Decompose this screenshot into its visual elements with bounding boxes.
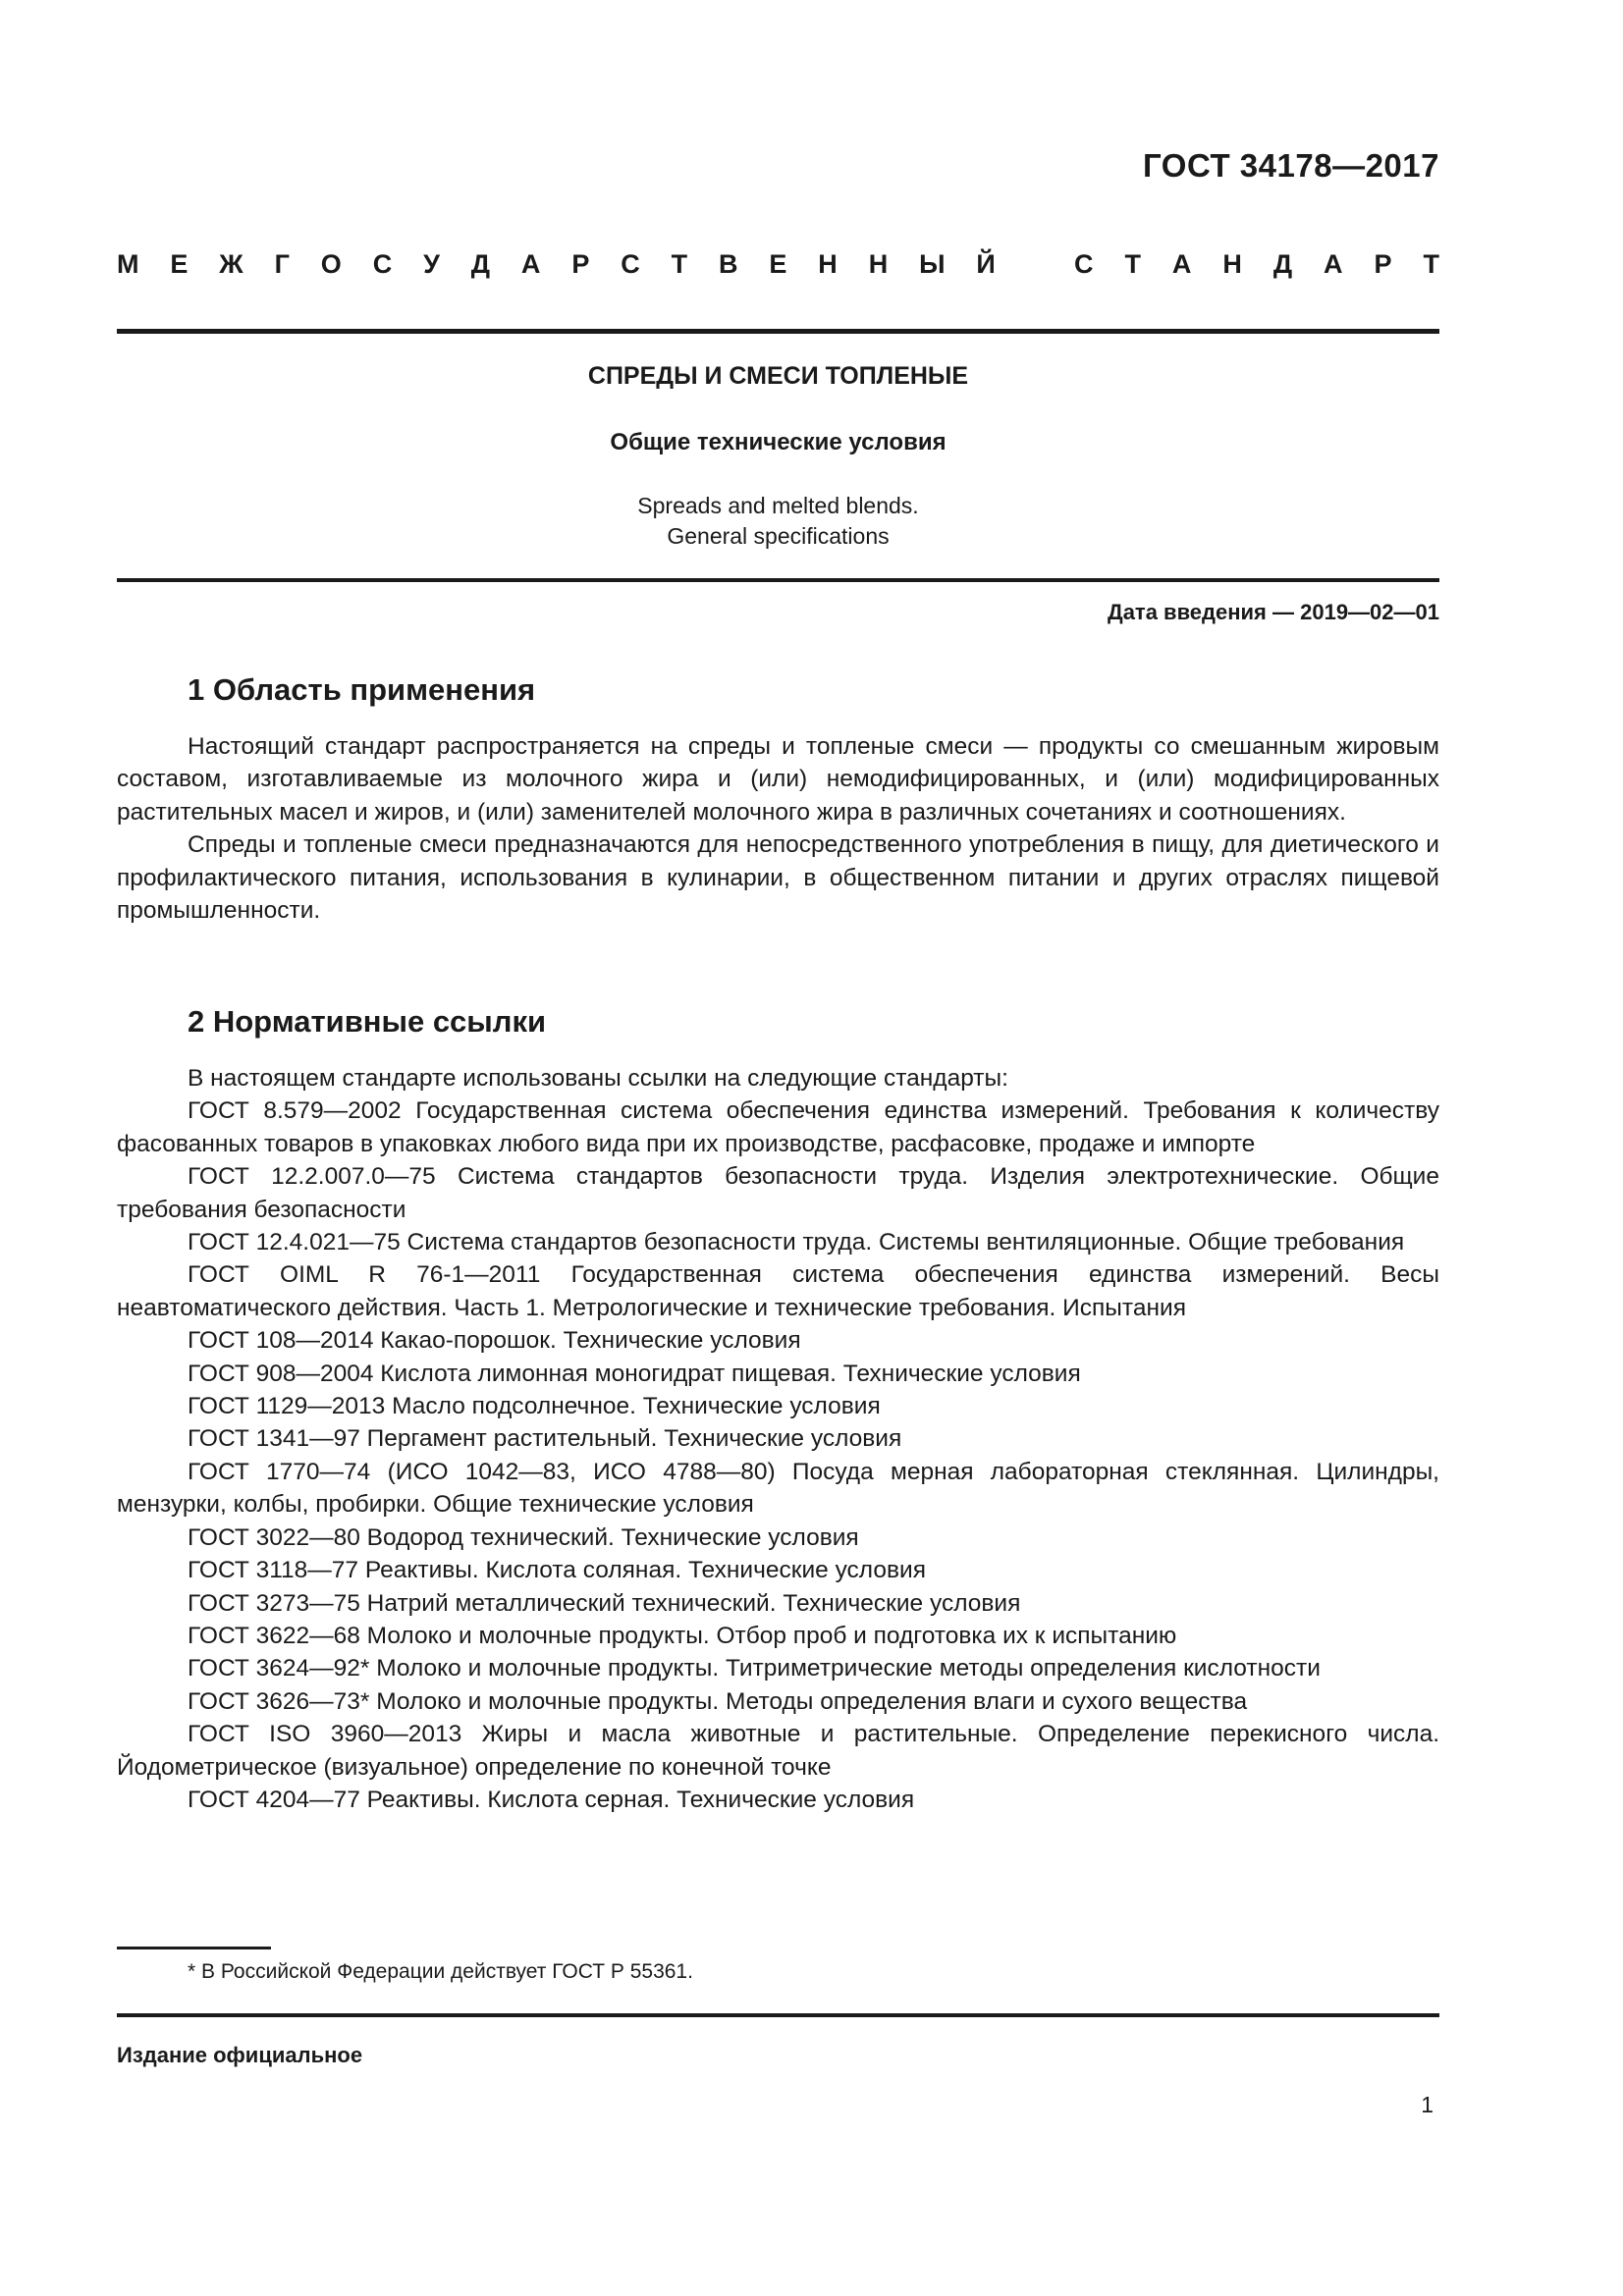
letter: О [320,249,342,279]
letter: Г [274,249,290,279]
letter: Р [1374,249,1392,279]
reference-item: ГОСТ 3273—75 Натрий металлический технический. Технические условия [188,1589,1021,1617]
reference-item: ГОСТ 3022—80 Водород технический. Технические условия [188,1523,859,1551]
letter: Д [470,249,491,279]
letter: А [1324,249,1343,279]
document-page [117,0,1439,2296]
paragraph: Спреды и топленые смеси предназначаются для непосредственного употребления в пищу, для диетического и профилактического питания, использования в кулинарии, в общественном питании и других отраслях пищевой промышленности. [117,831,1439,925]
reference-item: ГОСТ 1341—97 Пергамент растительный. Технические условия [188,1425,902,1453]
letter: Ы [919,249,946,279]
reference-item: ГОСТ 3622—68 Молоко и молочные продукты. Отбор проб и подготовка их к испытанию [188,1622,1177,1649]
footnote: * В Российской Федерации действует ГОСТ Р 55361. [188,1960,693,1983]
paragraph: В настоящем стандарте использованы ссылки на следующие стандарты: [188,1065,1008,1092]
footnote-divider [117,1947,271,1949]
reference-item: ГОСТ 8.579—2002 Государственная система обеспечения единства измерений. Требования к количеству фасованных товаров в упаковках любого вида при их производстве, расфасовке, продаже и импорте [117,1097,1439,1157]
letter: Т [1124,249,1141,279]
reference-item: ГОСТ OIML R 76-1—2011 Государственная система обеспечения единства измерений. Весы неавтоматического действия. Часть 1. Метрологические и технические требования. Испытания [117,1261,1439,1321]
document-title: СПРЕДЫ И СМЕСИ ТОПЛЕНЫЕ [587,362,969,390]
standard-type-line [117,249,1439,280]
letter: Т [1423,249,1439,279]
reference-item: ГОСТ 3624—92* Молоко и молочные продукты. Титриметрические методы определения кислотности [188,1655,1321,1682]
letter: Р [571,249,590,279]
letter: М [117,249,139,279]
standard-type-word-1 [117,249,996,280]
letter: Н [818,249,838,279]
reference-item: ГОСТ 108—2014 Какао-порошок. Технические условия [188,1327,801,1355]
section-2-body [117,1062,1439,1816]
letter: Е [769,249,787,279]
edition-label: Издание официальное [117,2043,363,2067]
letter: У [423,249,440,279]
reference-item: ГОСТ 1770—74 (ИСО 1042—83, ИСО 4788—80) Посуда мерная лабораторная стеклянная. Цилиндры, мензурки, колбы, пробирки. Общие технические условия [117,1458,1439,1519]
letter: Е [170,249,189,279]
english-title-line-1: Spreads and melted blends. [637,493,919,518]
letter: Н [1222,249,1242,279]
letter: А [520,249,541,279]
letter: С [1074,249,1094,279]
letter: Д [1272,249,1293,279]
section-1-heading: 1 Область применения [188,672,536,707]
paragraph: Настоящий стандарт распространяется на спреды и топленые смеси — продукты со смешанным жировым составом, изготавливаемые из молочного жира и (или) немодифицированных, и (или) модифицированных растительных масел и жиров, и (или) заменителей молочного жира в различных сочетаниях и соотношениях. [117,733,1439,826]
letter: А [1171,249,1192,279]
document-number: ГОСТ 34178—2017 [1143,147,1439,184]
reference-item: ГОСТ 3626—73* Молоко и молочные продукты. Методы определения влаги и сухого вещества [188,1687,1248,1715]
footer-divider [117,2013,1439,2017]
reference-item: ГОСТ 3118—77 Реактивы. Кислота соляная. Технические условия [188,1557,926,1584]
introduction-date: Дата введения — 2019—02—01 [1108,600,1439,624]
english-title-line-2: General specifications [667,523,890,549]
letter: В [719,249,738,279]
title-divider [117,578,1439,582]
letter: С [621,249,640,279]
letter: Ж [219,249,243,279]
reference-item: ГОСТ 4204—77 Реактивы. Кислота серная. Технические условия [188,1786,915,1813]
reference-item: ГОСТ 12.4.021—75 Система стандартов безопасности труда. Системы вентиляционные. Общие требования [188,1229,1405,1256]
standard-type-word-2 [1074,249,1439,280]
section-1-body [117,730,1439,927]
document-subtitle: Общие технические условия [610,429,947,455]
header-divider [117,329,1439,334]
reference-item: ГОСТ 908—2004 Кислота лимонная моногидрат пищевая. Технические условия [188,1360,1081,1387]
reference-item: ГОСТ 12.2.007.0—75 Система стандартов безопасности труда. Изделия электротехнические. Общие требования безопасности [117,1163,1439,1223]
letter: С [372,249,393,279]
letter: Т [671,249,688,279]
reference-item: ГОСТ 1129—2013 Масло подсолнечное. Технические условия [188,1393,881,1420]
page-number: 1 [1421,2092,1434,2117]
section-2-heading: 2 Нормативные ссылки [188,1004,547,1039]
english-title [117,491,1439,552]
reference-item: ГОСТ ISO 3960—2013 Жиры и масла животные и растительные. Определение перекисного числа. Йодометрическое (визуальное) определение по конечной точке [117,1721,1439,1781]
letter: Й [976,249,996,279]
letter: Н [868,249,889,279]
